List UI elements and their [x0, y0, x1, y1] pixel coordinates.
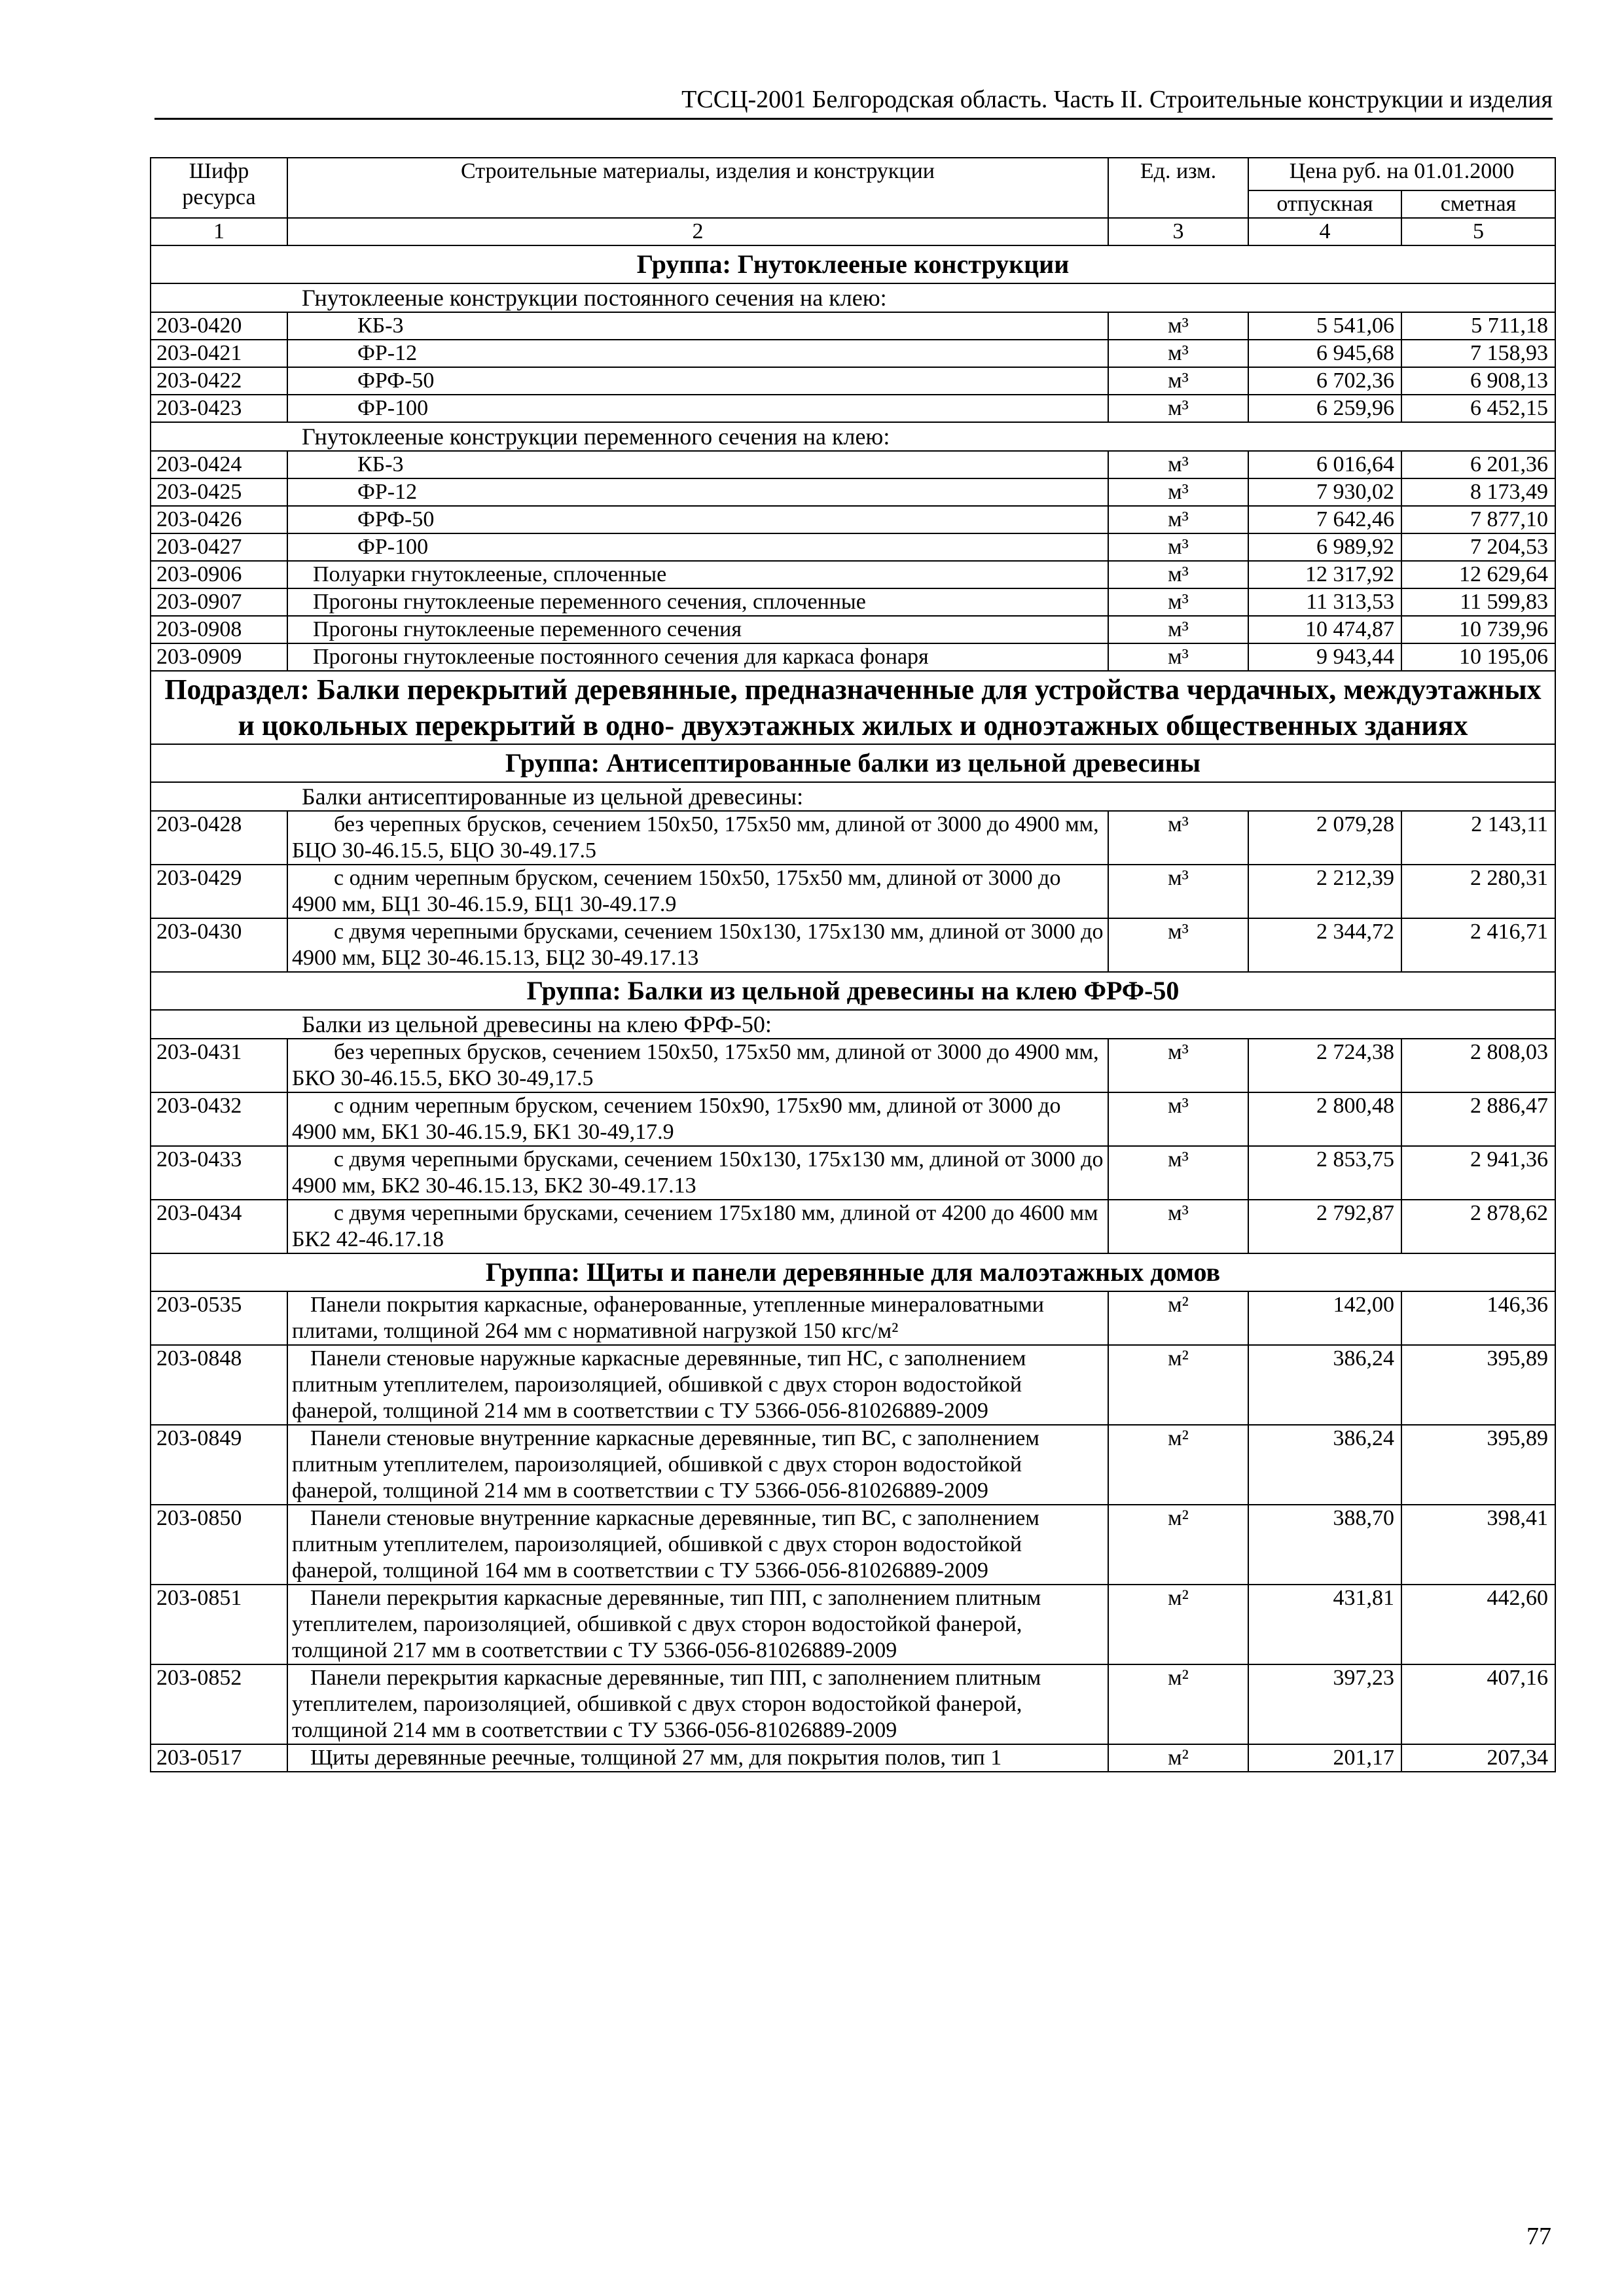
estimate-price: 442,60 [1401, 1585, 1555, 1664]
table-row [151, 478, 1555, 506]
table-row [151, 1744, 1555, 1772]
group-title-row [151, 744, 1555, 782]
item-name: ФРФ-50 [287, 506, 1108, 533]
column-number: 4 [1248, 218, 1401, 245]
estimate-price: 12 629,64 [1401, 561, 1555, 588]
item-name: с одним черепным бруском, сечением 150x90, 175x90 мм, длиной от 3000 до 4900 мм, БК1 30-46.15.9, БК1 30-49,17.9 [287, 1092, 1108, 1146]
unit: м² [1108, 1505, 1248, 1585]
item-name: с двумя черепными брусками, сечением 150x130, 175x130 мм, длиной от 3000 до 4900 мм, БЦ2 30-46.15.13, БЦ2 30-49.17.13 [287, 918, 1108, 972]
table-row [151, 367, 1555, 395]
header-estimate: сметная [1401, 190, 1555, 218]
unit: м² [1108, 1585, 1248, 1664]
unit: м³ [1108, 811, 1248, 865]
release-price: 386,24 [1248, 1425, 1401, 1505]
unit: м³ [1108, 340, 1248, 367]
unit: м² [1108, 1664, 1248, 1744]
unit: м³ [1108, 1200, 1248, 1253]
item-name: с двумя черепными брусками, сечением 175x180 мм, длиной от 4200 до 4600 мм БК2 42-46.17.18 [287, 1200, 1108, 1253]
item-name: Панели перекрытия каркасные деревянные, тип ПП, с заполнением плитным утеплителем, пароизоляцией, обшивкой с двух сторон водостойкой фанерой, толщиной 217 мм в соответствии с ТУ 5366-056-81026889-2009 [287, 1585, 1108, 1664]
resource-code: 203-0429 [151, 865, 287, 918]
unit: м³ [1108, 918, 1248, 972]
table-row [151, 1585, 1555, 1664]
header-name: Строительные материалы, изделия и конструкции [287, 158, 1108, 218]
column-number: 2 [287, 218, 1108, 245]
unit: м² [1108, 1425, 1248, 1505]
estimate-price: 2 878,62 [1401, 1200, 1555, 1253]
unit: м³ [1108, 616, 1248, 643]
resource-code: 203-0851 [151, 1585, 287, 1664]
estimate-price: 6 201,36 [1401, 451, 1555, 478]
resource-code: 203-0434 [151, 1200, 287, 1253]
page-number: 77 [1526, 2223, 1551, 2250]
group-intro-row [151, 422, 1555, 451]
resource-code: 203-0433 [151, 1146, 287, 1200]
release-price: 431,81 [1248, 1585, 1401, 1664]
resource-code: 203-0907 [151, 588, 287, 616]
estimate-price: 395,89 [1401, 1345, 1555, 1425]
item-name: с одним черепным бруском, сечением 150x50, 175x50 мм, длиной от 3000 до 4900 мм, БЦ1 30-46.15.9, БЦ1 30-49.17.9 [287, 865, 1108, 918]
table-row [151, 1146, 1555, 1200]
release-price: 2 344,72 [1248, 918, 1401, 972]
unit: м² [1108, 1744, 1248, 1772]
table-row [151, 811, 1555, 865]
resource-code: 203-0421 [151, 340, 287, 367]
release-price: 2 212,39 [1248, 865, 1401, 918]
estimate-price: 10 739,96 [1401, 616, 1555, 643]
release-price: 6 702,36 [1248, 367, 1401, 395]
resource-code: 203-0430 [151, 918, 287, 972]
estimate-price: 7 158,93 [1401, 340, 1555, 367]
item-name: Прогоны гнутоклееные переменного сечения, сплоченные [287, 588, 1108, 616]
estimate-price: 398,41 [1401, 1505, 1555, 1585]
item-name: ФР-100 [287, 395, 1108, 422]
item-name: ФР-12 [287, 340, 1108, 367]
unit: м³ [1108, 588, 1248, 616]
resource-code: 203-0852 [151, 1664, 287, 1744]
table-row [151, 1291, 1555, 1345]
resource-code: 203-0423 [151, 395, 287, 422]
estimate-price: 11 599,83 [1401, 588, 1555, 616]
resource-code: 203-0909 [151, 643, 287, 671]
estimate-price: 2 416,71 [1401, 918, 1555, 972]
unit: м³ [1108, 506, 1248, 533]
table-row [151, 643, 1555, 671]
estimate-price: 8 173,49 [1401, 478, 1555, 506]
resource-code: 203-0425 [151, 478, 287, 506]
estimate-price: 2 941,36 [1401, 1146, 1555, 1200]
table-row [151, 865, 1555, 918]
estimate-price: 2 143,11 [1401, 811, 1555, 865]
table-row [151, 312, 1555, 340]
release-price: 6 259,96 [1248, 395, 1401, 422]
table-header-row [151, 158, 1555, 190]
release-price: 5 541,06 [1248, 312, 1401, 340]
table-row [151, 1345, 1555, 1425]
resource-code: 203-0424 [151, 451, 287, 478]
resource-code: 203-0517 [151, 1744, 287, 1772]
item-name: Панели стеновые наружные каркасные деревянные, тип НС, с заполнением плитным утеплителем, пароизоляцией, обшивкой с двух сторон водостойкой фанерой, толщиной 214 мм в соответствии с ТУ 5366-056-81026889-2009 [287, 1345, 1108, 1425]
table-row [151, 395, 1555, 422]
unit: м³ [1108, 865, 1248, 918]
resource-code: 203-0849 [151, 1425, 287, 1505]
group-intro: Гнутоклееные конструкции постоянного сечения на клею: [151, 283, 1555, 312]
column-number: 1 [151, 218, 287, 245]
item-name: ФР-12 [287, 478, 1108, 506]
resource-code: 203-0850 [151, 1505, 287, 1585]
resource-code: 203-0420 [151, 312, 287, 340]
price-table [150, 157, 1556, 1772]
unit: м² [1108, 1345, 1248, 1425]
unit: м³ [1108, 395, 1248, 422]
column-number: 5 [1401, 218, 1555, 245]
subsection-title-row [151, 671, 1555, 744]
estimate-price: 10 195,06 [1401, 643, 1555, 671]
release-price: 2 724,38 [1248, 1039, 1401, 1092]
resource-code: 203-0431 [151, 1039, 287, 1092]
release-price: 6 989,92 [1248, 533, 1401, 561]
release-price: 9 943,44 [1248, 643, 1401, 671]
group-title-row [151, 1253, 1555, 1291]
release-price: 142,00 [1248, 1291, 1401, 1345]
item-name: ФР-100 [287, 533, 1108, 561]
table-row [151, 533, 1555, 561]
resource-code: 203-0428 [151, 811, 287, 865]
group-intro-row [151, 283, 1555, 312]
header-code: Шифр ресурса [151, 158, 287, 218]
item-name: Прогоны гнутоклееные переменного сечения [287, 616, 1108, 643]
table-row [151, 506, 1555, 533]
group-title-row [151, 245, 1555, 283]
resource-code: 203-0906 [151, 561, 287, 588]
release-price: 10 474,87 [1248, 616, 1401, 643]
column-number: 3 [1108, 218, 1248, 245]
estimate-price: 395,89 [1401, 1425, 1555, 1505]
column-numbers-row [151, 218, 1555, 245]
estimate-price: 207,34 [1401, 1744, 1555, 1772]
table-row [151, 1664, 1555, 1744]
item-name: без черепных брусков, сечением 150x50, 175x50 мм, длиной от 3000 до 4900 мм, БКО 30-46.15.5, БКО 30-49,17.5 [287, 1039, 1108, 1092]
table-row [151, 616, 1555, 643]
release-price: 397,23 [1248, 1664, 1401, 1744]
unit: м³ [1108, 561, 1248, 588]
item-name: без черепных брусков, сечением 150x50, 175x50 мм, длиной от 3000 до 4900 мм, БЦО 30-46.15.5, БЦО 30-49.17.5 [287, 811, 1108, 865]
resource-code: 203-0427 [151, 533, 287, 561]
group-intro: Балки из цельной древесины на клею ФРФ-50: [151, 1010, 1555, 1039]
unit: м³ [1108, 643, 1248, 671]
estimate-price: 6 908,13 [1401, 367, 1555, 395]
release-price: 2 079,28 [1248, 811, 1401, 865]
estimate-price: 2 886,47 [1401, 1092, 1555, 1146]
group-title: Группа: Щиты и панели деревянные для малоэтажных домов [151, 1253, 1555, 1291]
estimate-price: 5 711,18 [1401, 312, 1555, 340]
resource-code: 203-0908 [151, 616, 287, 643]
table-row [151, 1425, 1555, 1505]
item-name: Панели стеновые внутренние каркасные деревянные, тип ВС, с заполнением плитным утеплителем, пароизоляцией, обшивкой с двух сторон водостойкой фанерой, толщиной 214 мм в соответствии с ТУ 5366-056-81026889-2009 [287, 1425, 1108, 1505]
item-name: Панели стеновые внутренние каркасные деревянные, тип ВС, с заполнением плитным утеплителем, пароизоляцией, обшивкой с двух сторон водостойкой фанерой, толщиной 164 мм в соответствии с ТУ 5366-056-81026889-2009 [287, 1505, 1108, 1585]
table-row [151, 1039, 1555, 1092]
subsection-title: Подраздел: Балки перекрытий деревянные, предназначенные для устройства чердачных, междуэтажных и цокольных перекрытий в одно- двухэтажных жилых и одноэтажных общественных зданиях [151, 671, 1555, 744]
release-price: 386,24 [1248, 1345, 1401, 1425]
item-name: Полуарки гнутоклееные, сплоченные [287, 561, 1108, 588]
unit: м³ [1108, 1146, 1248, 1200]
table-row [151, 451, 1555, 478]
group-intro-row [151, 782, 1555, 811]
estimate-price: 146,36 [1401, 1291, 1555, 1345]
group-intro-row [151, 1010, 1555, 1039]
release-price: 11 313,53 [1248, 588, 1401, 616]
estimate-price: 2 280,31 [1401, 865, 1555, 918]
unit: м³ [1108, 478, 1248, 506]
estimate-price: 407,16 [1401, 1664, 1555, 1744]
release-price: 2 792,87 [1248, 1200, 1401, 1253]
release-price: 388,70 [1248, 1505, 1401, 1585]
release-price: 2 853,75 [1248, 1146, 1401, 1200]
estimate-price: 6 452,15 [1401, 395, 1555, 422]
header-rule [154, 118, 1553, 120]
unit: м³ [1108, 1039, 1248, 1092]
unit: м³ [1108, 312, 1248, 340]
group-intro: Балки антисептированные из цельной древесины: [151, 782, 1555, 811]
resource-code: 203-0422 [151, 367, 287, 395]
resource-code: 203-0432 [151, 1092, 287, 1146]
item-name: КБ-3 [287, 312, 1108, 340]
resource-code: 203-0848 [151, 1345, 287, 1425]
release-price: 6 016,64 [1248, 451, 1401, 478]
release-price: 7 930,02 [1248, 478, 1401, 506]
item-name: Щиты деревянные реечные, толщиной 27 мм, для покрытия полов, тип 1 [287, 1744, 1108, 1772]
unit: м³ [1108, 1092, 1248, 1146]
header-unit: Ед. изм. [1108, 158, 1248, 218]
unit: м³ [1108, 451, 1248, 478]
group-title: Группа: Балки из цельной древесины на клею ФРФ-50 [151, 972, 1555, 1010]
resource-code: 203-0535 [151, 1291, 287, 1345]
release-price: 6 945,68 [1248, 340, 1401, 367]
table-row [151, 918, 1555, 972]
running-title: ТССЦ-2001 Белгородская область. Часть II. Строительные конструкции и изделия [681, 86, 1553, 113]
group-title-row [151, 972, 1555, 1010]
release-price: 2 800,48 [1248, 1092, 1401, 1146]
group-title: Группа: Антисептированные балки из цельной древесины [151, 744, 1555, 782]
estimate-price: 7 204,53 [1401, 533, 1555, 561]
estimate-price: 7 877,10 [1401, 506, 1555, 533]
group-title: Группа: Гнутоклееные конструкции [151, 245, 1555, 283]
resource-code: 203-0426 [151, 506, 287, 533]
release-price: 12 317,92 [1248, 561, 1401, 588]
release-price: 201,17 [1248, 1744, 1401, 1772]
header-release: отпускная [1248, 190, 1401, 218]
item-name: Прогоны гнутоклееные постоянного сечения для каркаса фонаря [287, 643, 1108, 671]
unit: м³ [1108, 367, 1248, 395]
table-row [151, 1505, 1555, 1585]
item-name: КБ-3 [287, 451, 1108, 478]
estimate-price: 2 808,03 [1401, 1039, 1555, 1092]
table-row [151, 588, 1555, 616]
table-row [151, 1092, 1555, 1146]
table-row [151, 340, 1555, 367]
group-intro: Гнутоклееные конструкции переменного сечения на клею: [151, 422, 1555, 451]
unit: м² [1108, 1291, 1248, 1345]
table-row [151, 561, 1555, 588]
item-name: Панели перекрытия каркасные деревянные, тип ПП, с заполнением плитным утеплителем, пароизоляцией, обшивкой с двух сторон водостойкой фанерой, толщиной 214 мм в соответствии с ТУ 5366-056-81026889-2009 [287, 1664, 1108, 1744]
header-price: Цена руб. на 01.01.2000 [1248, 158, 1555, 190]
item-name: Панели покрытия каркасные, офанерованные, утепленные минераловатными плитами, толщиной 264 мм с нормативной нагрузкой 150 кгс/м² [287, 1291, 1108, 1345]
item-name: ФРФ-50 [287, 367, 1108, 395]
release-price: 7 642,46 [1248, 506, 1401, 533]
unit: м³ [1108, 533, 1248, 561]
table-row [151, 1200, 1555, 1253]
item-name: с двумя черепными брусками, сечением 150x130, 175x130 мм, длиной от 3000 до 4900 мм, БК2 30-46.15.13, БК2 30-49.17.13 [287, 1146, 1108, 1200]
